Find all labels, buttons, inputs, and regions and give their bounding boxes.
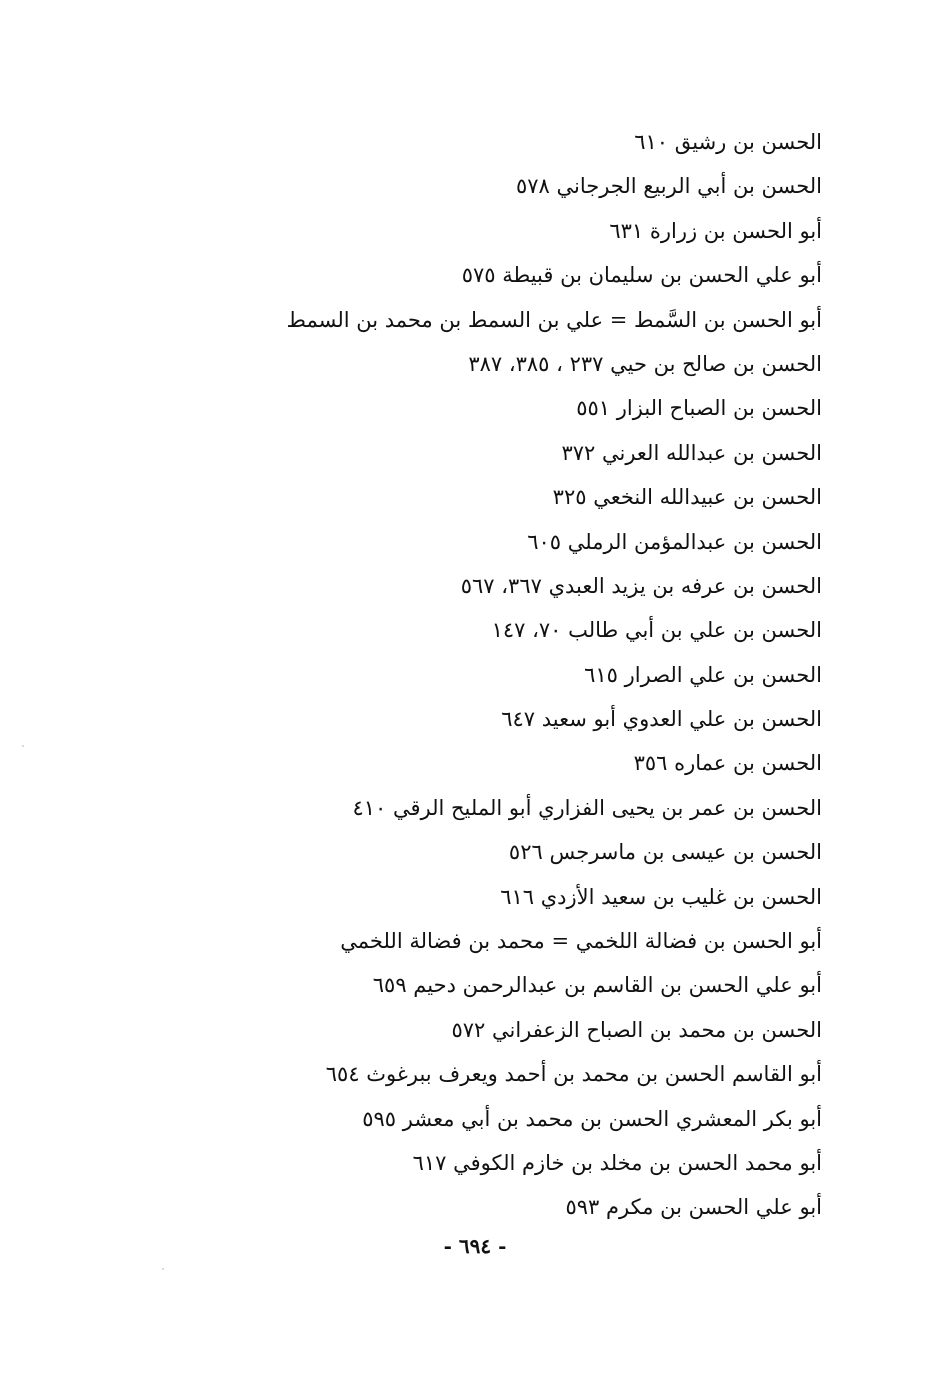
index-entry: أبو الحسن بن فضالة اللخمي = محمد بن فضالة اللخمي	[340, 929, 822, 954]
index-entry: أبو الحسن بن زرارة ٦٣١	[609, 218, 822, 243]
index-entries-list	[286, 120, 822, 1230]
scan-speck	[162, 1268, 164, 1270]
index-entry: أبو علي الحسن بن مكرم ٥٩٣	[565, 1195, 822, 1220]
page-number: - ٦٩٤ -	[443, 1234, 507, 1258]
index-entry: الحسن بن عبيدالله النخعي ٣٢٥	[552, 485, 822, 510]
index-entry: الحسن بن عبدالله العرني ٣٧٢	[561, 440, 822, 465]
index-entry: الحسن بن علي الصرار ٦١٥	[584, 662, 822, 687]
index-entry: الحسن بن عيسى بن ماسرجس ٥٢٦	[508, 840, 822, 865]
index-entry: الحسن بن رشيق ٦١٠	[634, 130, 822, 154]
index-entry: الحسن بن عماره ٣٥٦	[633, 751, 822, 776]
index-entry: أبو علي الحسن بن القاسم بن عبدالرحمن دحيم ٦٥٩	[372, 973, 822, 998]
index-entry: أبو بكر المعشري الحسن بن محمد بن أبي معشر ٥٩٥	[362, 1106, 822, 1131]
index-entry: أبو محمد الحسن بن مخلد بن خازم الكوفي ٦١٧	[412, 1150, 822, 1175]
index-entry: الحسن بن عبدالمؤمن الرملي ٦٠٥	[527, 529, 822, 554]
index-entry: الحسن بن عمر بن يحيى الفزاري أبو المليح الرقي ٤١٠	[352, 795, 822, 820]
index-entry: أبو الحسن بن السَّمط = علي بن السمط بن محمد بن السمط	[286, 307, 822, 332]
index-entry: أبو علي الحسن بن سليمان بن قبيطة ٥٧٥	[461, 263, 822, 288]
index-entry: الحسن بن أبي الربيع الجرجاني ٥٧٨	[515, 174, 822, 199]
index-entry: الحسن بن علي العدوي أبو سعيد ٦٤٧	[501, 707, 822, 732]
index-entry: الحسن بن غليب بن سعيد الأزدي ٦١٦	[500, 884, 822, 909]
index-entry: أبو القاسم الحسن بن محمد بن أحمد ويعرف ببرغوث ٦٥٤	[325, 1062, 822, 1087]
index-entry: الحسن بن علي بن أبي طالب ٧٠، ١٤٧	[491, 618, 822, 643]
index-entry: الحسن بن الصباح البزار ٥٥١	[576, 396, 822, 421]
scan-speck	[22, 745, 24, 747]
index-entry: الحسن بن عرفه بن يزيد العبدي ٣٦٧، ٥٦٧	[460, 573, 822, 598]
index-entry: الحسن بن محمد بن الصباح الزعفراني ٥٧٢	[451, 1017, 822, 1042]
index-entry: الحسن بن صالح بن حيي ٢٣٧ ، ٣٨٥، ٣٨٧	[468, 351, 822, 376]
